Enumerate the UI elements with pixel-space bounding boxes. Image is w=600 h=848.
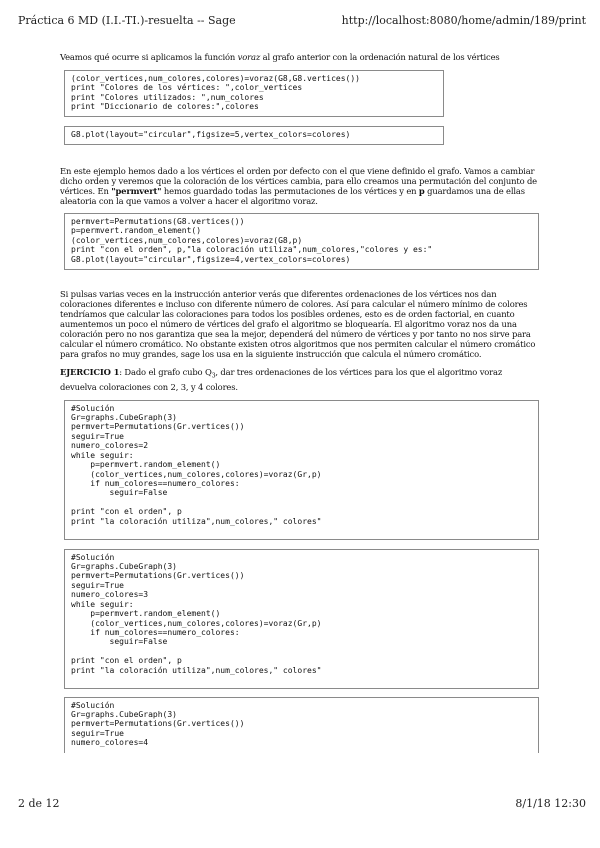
voraz-function-name: voraz [237, 52, 261, 62]
code-cell-voraz-natural[interactable]: (color_vertices,num_colores,colores)=voraz(G8,G8.vertices()) print "Colores de los vértices: ",color_vertices print "Colores utilizados: ",num_colores print "Diccionario de colores:",colores [64, 70, 444, 117]
page-footer-page-number: 2 de 12 [18, 797, 60, 810]
permutation-paragraph: En este ejemplo hemos dado a los vértices el orden por defecto con el que viene definido el grafo. Vamos a cambiar dicho orden y veremos que la coloración de los vértices cambia, para ello creamos una permutación del conjunto de vértices. En "permvert" hemos guardado todas las permutaciones de los vértices y en p guardamos una de ellas aleatoria con la que vamos a volver a hacer el algoritmo voraz. [60, 166, 537, 206]
chromatic-number-paragraph: Si pulsas varias veces en la instrucción anterior verás que diferentes ordenaciones de los vértices nos dan coloraciones diferentes e incluso con diferente número de colores. Así para calcular el número mínimo de colores tendríamos que calcular las coloraciones para todos los posibles ordenes, esto es de orden factorial, en cuanto aumentemos un poco el número de vértices del grafo el algoritmo se bloquearía. El algoritmo voraz nos da una coloración pero no nos garantiza que sea la mejor, dependerá del número de vértices y por tanto no nos sirve para calcular el número cromático. No obstante existen otros algoritmos que nos permiten calcular el número cromático para grafos no muy grandes, sage los usa en la siguiente instrucción que calcula el número cromático. [60, 289, 536, 359]
worksheet-content [60, 52, 542, 753]
code-cell-solution-4-colors[interactable]: #Solución Gr=graphs.CubeGraph(3) permvert=Permutations(Gr.vertices()) seguir=True numero_colores=4 [64, 697, 539, 753]
exercise-1-statement: EJERCICIO 1: Dado el grafo cubo $Q_3$, dar tres ordenaciones de los vértices para los que el algoritmo voraz devuelva coloraciones con 2, 3, y 4 colores. [60, 367, 503, 392]
page-header-title: Práctica 6 MD (I.I.-TI.)-resuelta -- Sage [18, 14, 236, 27]
p-term: p [418, 186, 425, 196]
page-footer-datetime: 8/1/18 12:30 [515, 797, 586, 810]
code-cell-random-permutation[interactable]: permvert=Permutations(G8.vertices()) p=permvert.random_element() (color_vertices,num_colores,colores)=voraz(G8,p) print "con el orden", p,"la coloración utiliza",num_colores,"colores y es:" G8.plot(layout="circular",figsize=4,vertex_colors=colores) [64, 213, 539, 270]
code-cell-solution-3-colors[interactable]: #Solución Gr=graphs.CubeGraph(3) permvert=Permutations(Gr.vertices()) seguir=True numero_colores=3 while seguir: p=permvert.random_element() (color_vertices,num_colores,colores)=voraz(Gr,p) if num_colores==numero_colores: seguir=False print "con el orden", p print "la coloración utiliza",num_colores," colores" [64, 549, 539, 689]
intro-paragraph: Veamos qué ocurre si aplicamos la función voraz al grafo anterior con la ordenación natural de los vértices [60, 52, 500, 62]
code-cell-plot-g8[interactable]: G8.plot(layout="circular",figsize=5,vertex_colors=colores) [64, 126, 444, 145]
permvert-term: "permvert" [111, 186, 162, 196]
code-cell-solution-2-colors[interactable]: #Solución Gr=graphs.CubeGraph(3) permvert=Permutations(Gr.vertices()) seguir=True numero_colores=2 while seguir: p=permvert.random_element() (color_vertices,num_colores,colores)=voraz(Gr,p) if num_colores==numero_colores: seguir=False print "con el orden", p print "la coloración utiliza",num_colores," colores" [64, 400, 539, 540]
exercise-1-label: EJERCICIO 1 [60, 367, 120, 377]
cube-subscript: 3 [211, 372, 216, 380]
page-header-url: http://localhost:8080/home/admin/189/print [341, 14, 586, 27]
